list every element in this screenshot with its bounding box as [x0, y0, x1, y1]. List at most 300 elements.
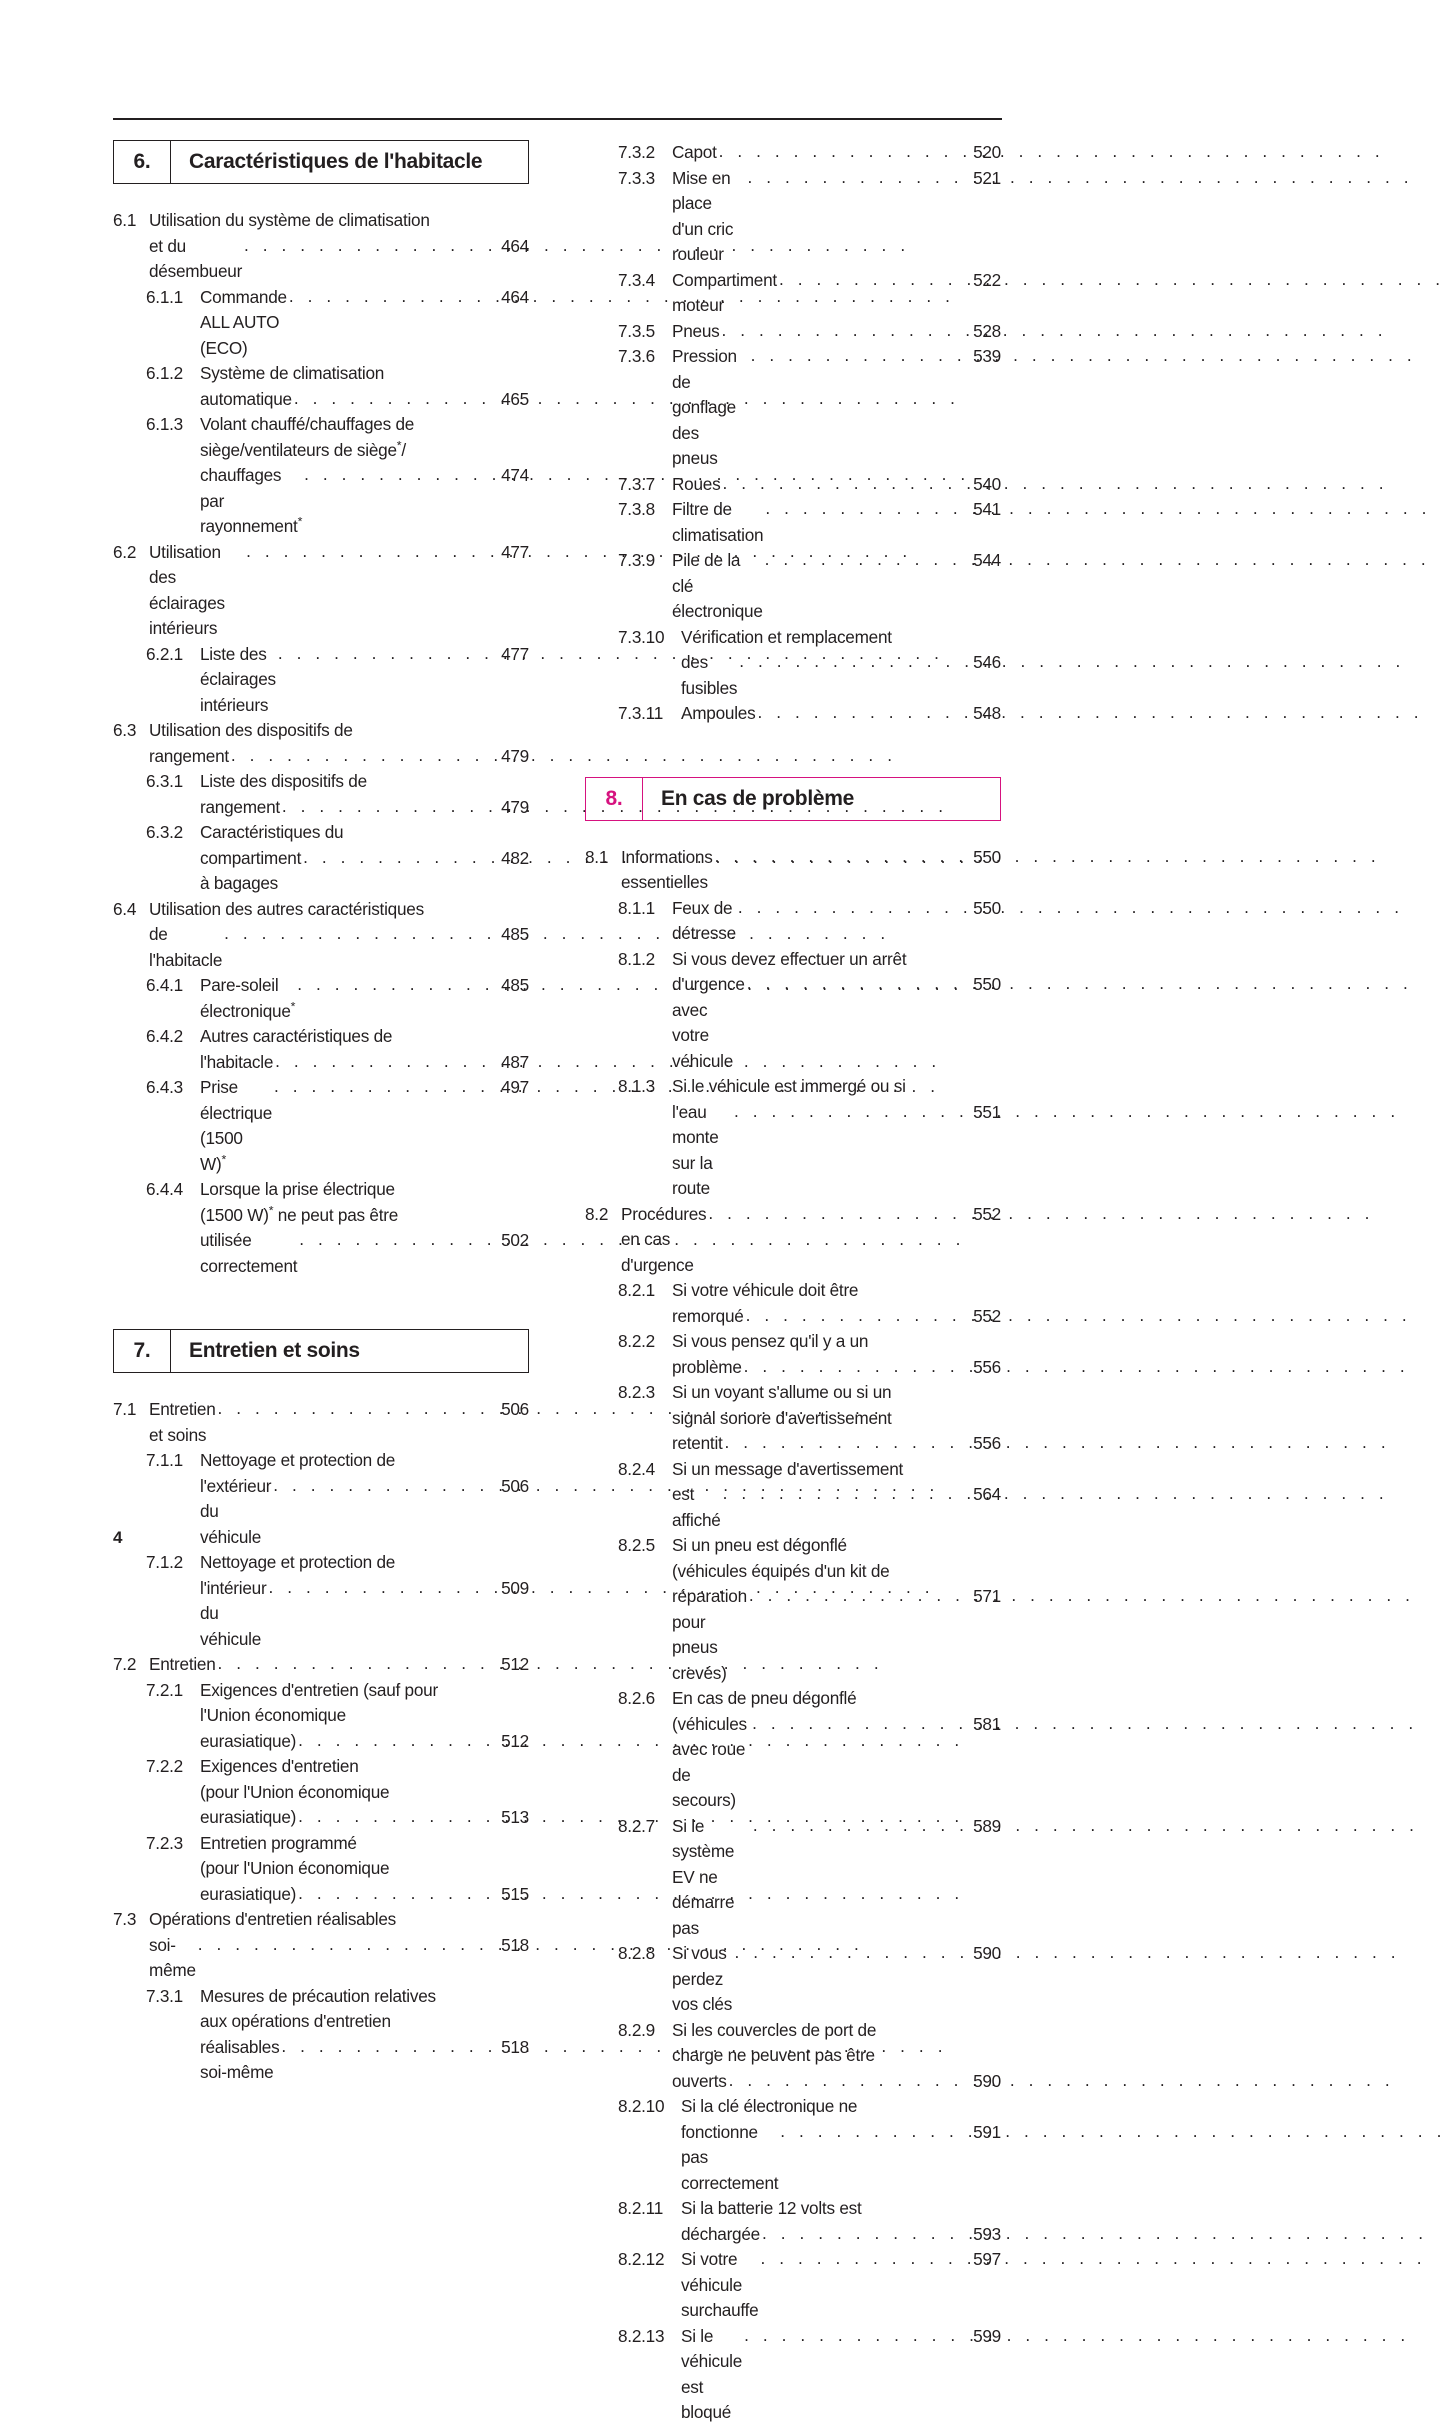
toc-page-number: 591: [973, 2121, 1001, 2142]
toc-entry[interactable]: [113, 718, 529, 769]
toc-entry-body: [200, 1984, 529, 2086]
toc-entry-title: Si le véhicule est immergé ou si: [672, 1076, 906, 1096]
toc-entry-body: [200, 1024, 529, 1075]
toc-entry[interactable]: [146, 412, 529, 540]
toc-page-number: 589: [973, 1815, 1001, 1836]
toc-entry-line: [200, 438, 529, 464]
toc-entry[interactable]: [113, 897, 529, 974]
toc-entry-line: [200, 285, 529, 362]
toc-entry-number: 6.1.1: [146, 286, 183, 307]
toc-entry-title: Entretien programmé: [200, 1832, 357, 1853]
toc-entry[interactable]: [618, 1380, 1001, 1457]
toc-page-number: 502: [501, 1230, 529, 1250]
toc-entry-line: [200, 1754, 529, 1780]
toc-entry-title: chauffages par rayonnement*: [200, 465, 303, 536]
section-number: 7.: [114, 1330, 171, 1372]
toc-entry-title: Commande ALL AUTO (ECO): [200, 286, 291, 358]
toc-entry-line: [672, 344, 1001, 472]
toc-entry-title: charge ne peuvent pas être: [672, 2045, 875, 2065]
toc-entry-number: 8.2.13: [618, 2325, 665, 2346]
toc-entry[interactable]: [146, 1075, 529, 1177]
toc-entry-number: 7.3.1: [146, 1985, 183, 2006]
toc-page-number: 581: [973, 1713, 1001, 1734]
toc-leader-dots: [760, 2246, 965, 2272]
toc-leader-dots: [278, 641, 493, 667]
toc-entry-line: [149, 1397, 529, 1448]
toc-leader-dots: [281, 2034, 493, 2060]
toc-entry-number: 6.3.2: [146, 822, 183, 842]
toc-entry-line: [149, 1933, 529, 1984]
toc-entry-title: l'intérieur du véhicule: [200, 1577, 271, 1649]
toc-entry[interactable]: [113, 208, 529, 285]
section-spacer: [113, 1279, 529, 1329]
toc-leader-dots: [298, 1804, 493, 1830]
toc-entry-body: [200, 1075, 529, 1177]
toc-entry-title: Pare-soleil électronique*: [200, 975, 296, 1021]
toc-entry-title: ouverts: [672, 2070, 727, 2091]
toc-page-number: 590: [973, 1943, 1001, 1963]
toc-entry-title: Si la batterie 12 volts est: [681, 2198, 862, 2218]
toc-entry-title: siège/ventilateurs de siège*/: [200, 437, 406, 460]
toc-entry-title: rangement: [149, 745, 229, 766]
toc-entry[interactable]: [618, 1457, 1001, 1534]
toc-entry-title: Nettoyage et protection de: [200, 1450, 396, 1470]
toc-entry-number: 7.1: [113, 1399, 137, 1419]
toc-entry-title: réparation pour pneus crevés): [672, 1586, 752, 1683]
toc-entry-number: 6.1.2: [146, 363, 183, 383]
toc-entry-line: [149, 1652, 529, 1678]
toc-leader-dots: [752, 1711, 965, 1737]
toc-entry-body: [200, 769, 529, 820]
toc-entry-line: [200, 642, 529, 719]
toc-entry-number: 8.1.2: [618, 948, 655, 969]
toc-entry[interactable]: [618, 2196, 1001, 2247]
toc-entry-body: [681, 2324, 1001, 2426]
toc-entry-title: Compartiment moteur: [672, 269, 782, 315]
toc-leader-dots: [762, 2221, 965, 2247]
toc-leader-dots: [721, 318, 965, 344]
toc-entry[interactable]: [618, 701, 1001, 727]
toc-entry-title: eurasiatique): [200, 1807, 297, 1827]
toc-page-number: 512: [501, 1654, 529, 1674]
toc-entry-line: [200, 1576, 529, 1653]
toc-entry[interactable]: [618, 1329, 1001, 1380]
toc-entry-title: (pour l'Union économique: [200, 1858, 390, 1878]
toc-entry-line: [200, 1024, 529, 1050]
toc-leader-dots: [725, 1430, 965, 1456]
toc-entry[interactable]: [618, 344, 1001, 472]
toc-entry-number: 7.2.2: [146, 1756, 183, 1776]
toc-page-number: 548: [973, 703, 1001, 723]
toc-entry-line: [149, 922, 529, 973]
toc-leader-dots: [780, 2119, 965, 2145]
toc-entry-number: 6.2.1: [146, 643, 183, 664]
toc-entry-title: (pour l'Union économique: [200, 1781, 390, 1802]
toc-entry-title: et du désembueur: [149, 235, 243, 281]
toc-leader-dots: [198, 1932, 493, 1958]
toc-entry-body: [200, 973, 529, 1024]
toc-page-number: 497: [501, 1077, 529, 1097]
toc-entry-line: [681, 2247, 1001, 2324]
toc-entry-line: [200, 795, 529, 821]
toc-entry[interactable]: [618, 319, 1001, 345]
toc-leader-dots: [708, 1201, 965, 1227]
toc-entry[interactable]: [618, 1686, 1001, 1814]
toc-entry-body: [149, 208, 529, 285]
toc-page-number: 550: [973, 846, 1001, 867]
toc-entry-line: [672, 1100, 1001, 1202]
toc-page-number: 485: [501, 924, 529, 944]
toc-entry-number: 8.2.3: [618, 1382, 655, 1402]
toc-entry-body: [681, 625, 1001, 702]
toc-leader-dots: [747, 165, 965, 191]
toc-entry-title: utilisée correctement: [200, 1230, 298, 1276]
toc-entry-title: problème: [672, 1356, 742, 1377]
toc-entry-title: Nettoyage et protection de: [200, 1552, 396, 1572]
toc-entry-number: 7.3.9: [618, 550, 655, 570]
toc-entry-title: Si vous devez effectuer un arrêt: [672, 948, 907, 969]
toc-entry-title: Caractéristiques du: [200, 822, 344, 842]
toc-entry-body: [149, 540, 529, 642]
toc-entry-title: Lorsque la prise électrique: [200, 1179, 395, 1199]
toc-leader-dots: [734, 1099, 965, 1125]
toc-leader-dots: [757, 700, 965, 726]
toc-entry[interactable]: [146, 820, 529, 897]
toc-entry-line: [200, 1831, 529, 1857]
toc-page-number: 474: [501, 465, 529, 485]
toc-entry-line: [200, 387, 529, 413]
toc-leader-dots: [289, 284, 493, 310]
toc-entry-body: [149, 1652, 529, 1678]
toc-entry-number: 8.2.10: [618, 2096, 665, 2116]
toc-entry-number: 8.2.12: [618, 2249, 665, 2269]
toc-entry[interactable]: [146, 769, 529, 820]
toc-entry-line: [200, 846, 529, 897]
toc-entry[interactable]: [618, 625, 1001, 702]
toc-entry[interactable]: [113, 540, 529, 642]
toc-entry-number: 6.2: [113, 541, 137, 562]
toc-entry-title: Filtre de climatisation: [672, 499, 764, 545]
toc-leader-dots: [744, 1354, 965, 1380]
toc-entry-title: Exigences d'entretien: [200, 1756, 359, 1776]
page-folio: 4: [113, 1528, 123, 1547]
toc-entry-line: [672, 1329, 1001, 1355]
toc-entry-line: [149, 718, 529, 744]
toc-entry-number: 8.1: [585, 846, 609, 867]
toc-entry-number: 7.2: [113, 1654, 137, 1674]
toc-page-number: 552: [973, 1305, 1001, 1326]
toc-leader-dots: [753, 1813, 965, 1839]
toc-entry[interactable]: [146, 361, 529, 412]
toc-entry-title: Si un message d'avertissement: [672, 1458, 904, 1479]
toc-entry-title: Entretien et soins: [149, 1399, 221, 1445]
toc-entry-title: Prise électrique (1500 W)*: [200, 1077, 277, 1174]
toc-entry-number: 7.3.5: [618, 320, 655, 341]
toc-entry-title: Pneus: [672, 320, 720, 341]
toc-entry[interactable]: [618, 1278, 1001, 1329]
toc-leader-dots: [268, 1575, 493, 1601]
left-column: [113, 140, 529, 2426]
section-heading-box[interactable]: [113, 140, 529, 184]
toc-entry-line: [672, 1278, 1001, 1304]
toc-columns: [113, 140, 1002, 2426]
toc-page-number: 597: [973, 2249, 1001, 2269]
toc-entry[interactable]: [146, 642, 529, 719]
toc-entry[interactable]: [146, 973, 529, 1024]
toc-entry-number: 7.3.10: [618, 626, 665, 647]
toc-entry-line: [200, 1678, 529, 1704]
toc-entry[interactable]: [146, 1448, 529, 1550]
section-heading-box[interactable]: [113, 1329, 529, 1373]
toc-page-number: 518: [501, 2036, 529, 2057]
toc-entry-number: 7.3.11: [618, 703, 664, 723]
toc-leader-dots: [749, 1583, 965, 1609]
toc-page-number: 464: [501, 286, 529, 307]
toc-leader-dots: [751, 343, 965, 369]
toc-entry[interactable]: [618, 2018, 1001, 2095]
toc-entry-line: [149, 897, 529, 923]
toc-entry-number: 8.2.6: [618, 1688, 655, 1708]
toc-entry-line: [200, 2035, 529, 2086]
toc-entry-title: Vérification et remplacement: [681, 626, 892, 647]
toc-leader-dots: [723, 1481, 965, 1507]
toc-entry-title: Opérations d'entretien réalisables: [149, 1909, 397, 1929]
toc-entry-title: signal sonore d'avertissement: [672, 1407, 892, 1428]
toc-page-number: 482: [501, 847, 529, 868]
toc-entry-title: aux opérations d'entretien: [200, 2011, 391, 2031]
toc-entry-body: [149, 1397, 529, 1448]
toc-entry-line: [672, 2069, 1001, 2095]
toc-entry[interactable]: [146, 1831, 529, 1908]
toc-entry-line: [681, 2196, 1001, 2222]
toc-entry-title: déchargée: [681, 2223, 760, 2244]
toc-entry-title: Liste des éclairages intérieurs: [200, 643, 281, 715]
toc-entry-line: [200, 820, 529, 846]
toc-entry-body: [672, 140, 1001, 166]
toc-entry-line: [200, 1703, 529, 1729]
toc-entry-title: l'eau monte sur la route: [672, 1101, 724, 1198]
toc-entry-title: compartiment à bagages: [200, 847, 306, 893]
toc-entry-title: Entretien: [149, 1654, 216, 1674]
toc-entry[interactable]: [146, 1984, 529, 2086]
toc-entry-line: [200, 1550, 529, 1576]
toc-entry[interactable]: [146, 285, 529, 362]
toc-entry-title: En cas de pneu dégonflé: [672, 1688, 857, 1708]
toc-entry-line: [149, 744, 529, 770]
toc-entry-line: [672, 1304, 1001, 1330]
toc-entry-number: 7.1.1: [146, 1450, 183, 1470]
toc-entry[interactable]: [618, 2094, 1001, 2196]
toc-page-number: 477: [501, 541, 529, 562]
toc-entry[interactable]: [146, 1177, 529, 1279]
toc-entry-number: 6.4.4: [146, 1179, 183, 1199]
toc-page-number: 513: [501, 1807, 529, 1827]
toc-leader-dots: [303, 845, 493, 871]
toc-entry-line: [672, 1355, 1001, 1381]
toc-entry-line: [672, 1533, 1001, 1559]
toc-entry-line: [200, 769, 529, 795]
toc-entry-title: Utilisation du système de climatisation: [149, 210, 430, 230]
toc-entry-title: l'extérieur du véhicule: [200, 1475, 276, 1547]
toc-entry-number: 7.2.1: [146, 1679, 183, 1700]
toc-entry-title: Mise en place d'un cric rouleur: [672, 167, 738, 264]
toc-entry-number: 7.3.6: [618, 346, 655, 366]
toc-leader-dots: [304, 462, 493, 488]
toc-entry-body: [681, 2247, 1001, 2324]
toc-entry[interactable]: [113, 1652, 529, 1678]
toc-leader-dots: [738, 895, 965, 921]
toc-leader-dots: [719, 139, 965, 165]
toc-entry-title: Mesures de précaution relatives: [200, 1985, 436, 2006]
toc-leader-dots: [747, 971, 965, 997]
toc-entry[interactable]: [146, 1754, 529, 1831]
toc-page-number: 479: [501, 796, 529, 817]
toc-entry-line: [149, 234, 529, 285]
toc-entry-number: 8.2.2: [618, 1331, 655, 1351]
toc-entry-title: Pression de gonflage des pneus: [672, 346, 742, 468]
toc-entry[interactable]: [618, 2324, 1001, 2426]
toc-entry-title: Si les couvercles de port de: [672, 2019, 877, 2040]
toc-entry-title: de l'habitacle: [149, 924, 223, 970]
toc-entry-line: [200, 1177, 529, 1203]
toc-leader-dots: [765, 547, 965, 573]
toc-entry-title: des fusibles: [681, 652, 738, 698]
toc-entry-number: 6.3: [113, 720, 137, 740]
toc-leader-dots: [282, 794, 493, 820]
toc-entry-number: 7.2.3: [146, 1832, 183, 1853]
toc-entry-body: [200, 1448, 529, 1550]
toc-page-number: 593: [973, 2223, 1001, 2244]
toc-entry-number: 7.3.4: [618, 269, 655, 290]
toc-entry-title: Liste des dispositifs de: [200, 771, 367, 791]
toc-entry-title: Utilisation des dispositifs de: [149, 720, 353, 740]
toc-leader-dots: [273, 1473, 493, 1499]
toc-page-number: 485: [501, 975, 529, 995]
toc-entry[interactable]: [146, 1550, 529, 1652]
toc-page-number: 541: [973, 499, 1001, 519]
toc-entry-number: 6.1: [113, 210, 137, 230]
toc-entry[interactable]: [113, 1907, 529, 1984]
toc-entry-body: [672, 1457, 1001, 1534]
toc-entry-title: soi-même: [149, 1934, 196, 1980]
toc-entry-line: [672, 1686, 1001, 1712]
toc-entry-body: [200, 1754, 529, 1831]
toc-entry-body: [681, 701, 1001, 727]
toc-entry-title: est affiché: [672, 1484, 721, 1530]
toc-entry-line: [200, 1729, 529, 1755]
toc-leader-dots: [735, 1940, 965, 1966]
toc-entry-title: Si le véhicule est bloqué: [681, 2325, 747, 2422]
toc-leader-dots: [298, 1881, 493, 1907]
toc-entry-title: Procédures en cas d'urgence: [621, 1203, 711, 1275]
toc-leader-dots: [224, 921, 493, 947]
toc-page-number: 465: [501, 388, 529, 409]
toc-entry-number: 8.2.8: [618, 1943, 655, 1963]
section-title: En cas de problème: [661, 786, 855, 810]
toc-entry-body: [672, 1329, 1001, 1380]
toc-entry[interactable]: [146, 1024, 529, 1075]
toc-entry-title: Utilisation des autres caractéristiques: [149, 898, 424, 919]
toc-entry[interactable]: [618, 2247, 1001, 2324]
toc-entry-line: [200, 2009, 529, 2035]
toc-page-number: 477: [501, 643, 529, 664]
toc-entry-title: Ampoules: [681, 703, 756, 723]
toc-page-number: 550: [973, 974, 1001, 994]
toc-entry-title: Pile de la clé électronique: [672, 550, 763, 621]
toc-entry-line: [200, 1474, 529, 1551]
toc-entry-line: [672, 947, 1001, 973]
toc-leader-dots: [218, 1396, 493, 1422]
toc-entry-number: 6.4.3: [146, 1077, 183, 1097]
toc-entry-title: rangement: [200, 796, 280, 817]
toc-entry[interactable]: [618, 1814, 1001, 1942]
toc-entry-line: [681, 2120, 1001, 2197]
toc-page-number: 550: [973, 897, 1001, 918]
toc-entry-number: 8.2.4: [618, 1458, 655, 1479]
toc-entry-line: [200, 1984, 529, 2010]
toc-entry-title: automatique: [200, 388, 292, 409]
toc-entry-number: 7.3.3: [618, 167, 655, 188]
toc-entry-title: Si un voyant s'allume ou si un: [672, 1382, 892, 1402]
toc-entry-line: [200, 1228, 529, 1279]
toc-entry-number: 8.2.11: [618, 2198, 664, 2218]
toc-page-number: 518: [501, 1934, 529, 1955]
toc-entry-body: [672, 2018, 1001, 2095]
toc-page-number: 552: [973, 1203, 1001, 1224]
header-rule: [113, 118, 1002, 120]
toc-entry-number: 7.3.8: [618, 499, 655, 519]
toc-entry[interactable]: [618, 140, 1001, 166]
toc-page-number: 599: [973, 2325, 1001, 2346]
toc-entry-title: fonctionne pas correctement: [681, 2121, 779, 2193]
toc-leader-dots: [275, 1049, 493, 1075]
toc-entry-body: [200, 820, 529, 897]
toc-entry-title: (véhicules avec roue de secours): [672, 1713, 752, 1810]
toc-entry-body: [149, 1907, 529, 1984]
toc-entry-title: (1500 W)* ne peut pas être: [200, 1202, 399, 1225]
toc-page-number: 509: [501, 1577, 529, 1598]
toc-entry-line: [149, 540, 529, 642]
toc-entry-title: Capot: [672, 142, 717, 162]
toc-entry-line: [672, 1814, 1001, 1942]
toc-leader-dots: [744, 2323, 965, 2349]
toc-entry-number: 7.1.2: [146, 1552, 183, 1572]
toc-page-number: 521: [973, 167, 1001, 188]
toc-entry-title: Volant chauffé/chauffages de: [200, 414, 415, 434]
toc-entry-line: [200, 1780, 529, 1806]
toc-entry-title: d'urgence avec votre véhicule: [672, 974, 750, 1071]
toc-entry-body: [672, 1278, 1001, 1329]
toc-entry-body: [200, 1177, 529, 1279]
toc-entry-title: Roues: [672, 473, 721, 494]
toc-entry[interactable]: [113, 1397, 529, 1448]
section-number: 6.: [114, 141, 171, 183]
toc-entry-title: l'habitacle: [200, 1051, 274, 1072]
toc-page-number: 590: [973, 2070, 1001, 2091]
toc-page-number: 506: [501, 1399, 529, 1419]
toc-entry-title: Autres caractéristiques de: [200, 1026, 393, 1046]
toc-entry-line: [200, 1805, 529, 1831]
toc-entry-line: [149, 208, 529, 234]
toc-page-number: 522: [973, 269, 1001, 290]
toc-entry-number: 8.2: [585, 1203, 609, 1224]
toc-entry-line: [200, 1856, 529, 1882]
toc-entry-title: remorqué: [672, 1305, 744, 1326]
toc-entry-title: Si un pneu est dégonflé: [672, 1535, 847, 1555]
toc-entry-number: 7.3.7: [618, 473, 655, 494]
toc-entry[interactable]: [146, 1678, 529, 1755]
toc-entry-line: [681, 2324, 1001, 2426]
